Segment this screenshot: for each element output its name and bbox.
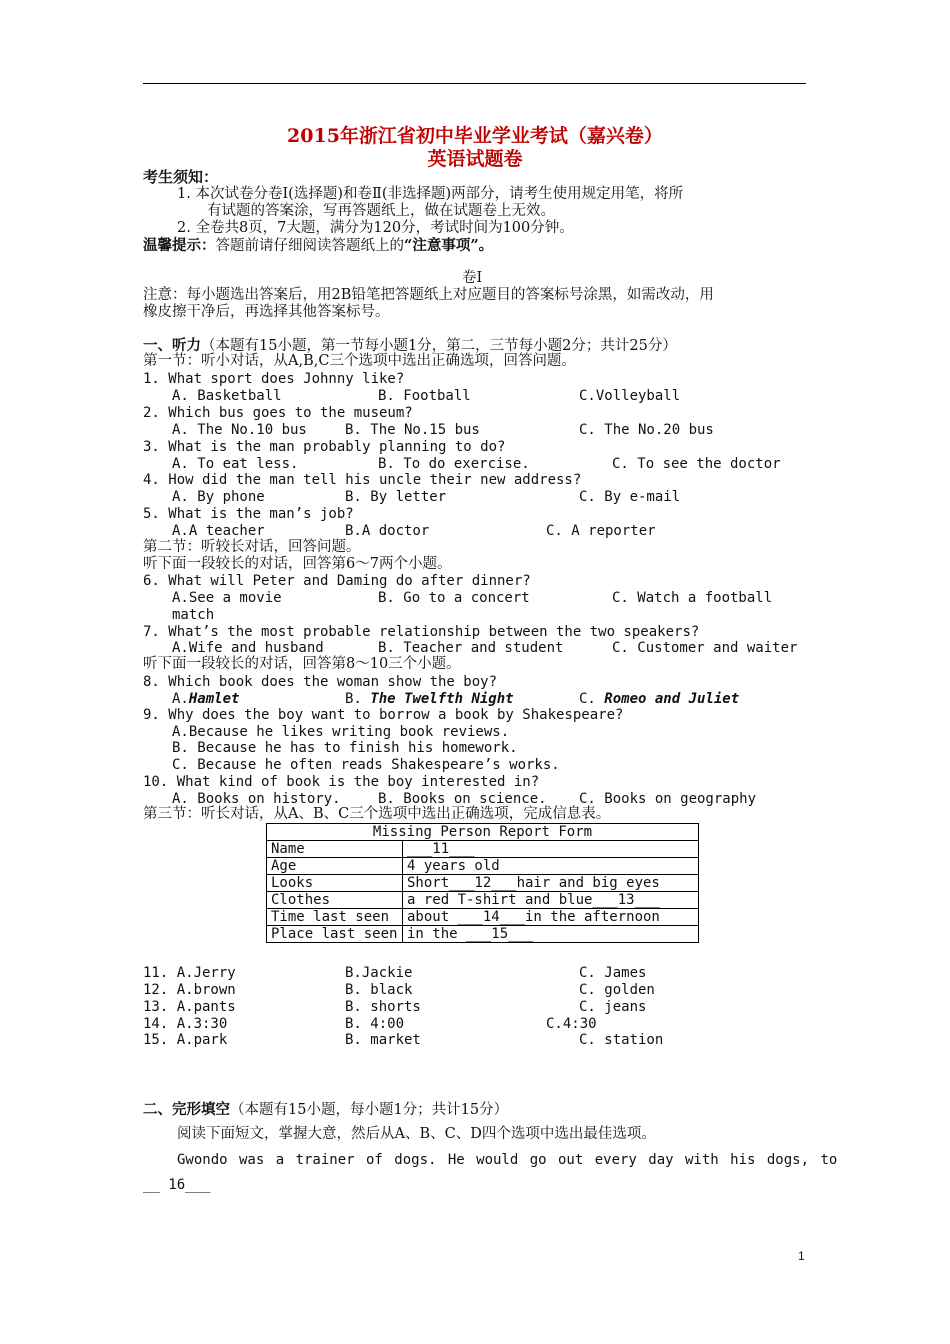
exam-subtitle: 英语试题卷 (427, 148, 523, 170)
form-label: Name (267, 841, 403, 858)
question-8: 8. Which book does the woman show the boy? (143, 674, 498, 690)
q2-option-c: C. The No.20 bus (579, 422, 714, 438)
form-label: Clothes (267, 892, 403, 909)
form-row-time (267, 909, 699, 926)
volume-label: 卷Ⅰ (462, 270, 483, 286)
volume-note-2: 橡皮擦干净后，再选择其他答案标号。 (143, 304, 390, 320)
section2-heading-line (143, 1101, 508, 1119)
q3-option-a: A. To eat less. (172, 456, 299, 472)
q10-option-b: B. Books on science. (378, 791, 547, 807)
question-10: 10. What kind of book is the boy interested in? (143, 774, 540, 790)
q6-option-c: C. Watch a football (612, 590, 773, 606)
part3-intro: 第三节：听长对话，从A、B、C三个选项中选出正确选项，完成信息表。 (143, 806, 611, 822)
form-value: about ___14___in the afternoon (403, 909, 699, 926)
q6-option-a: A.See a movie (172, 590, 282, 606)
q11-option-b: B.Jackie (345, 965, 413, 981)
form-value: 4 years old (403, 858, 699, 875)
q14-option-b: B. 4:00 (345, 1016, 405, 1032)
form-value: in the ___15___ (403, 926, 699, 943)
form-value: ___11___ (403, 841, 699, 858)
q2-option-b: B. The No.15 bus (345, 422, 480, 438)
q14-option-c: C.4:30 (546, 1016, 597, 1032)
tip-text: 答题前请仔细阅读答题纸上的 (215, 238, 404, 254)
q15-option-c: C. station (579, 1032, 664, 1048)
q13-option-a: 13. A.pants (143, 999, 236, 1015)
q10-option-c: C. Books on geography (579, 791, 757, 807)
part2-intro: 第二节：听较长对话，回答问题。 (143, 539, 361, 555)
q4-option-a: A. By phone (172, 489, 265, 505)
notice-label: 考生须知： (143, 168, 219, 186)
question-1: 1. What sport does Johnny like? (143, 371, 405, 387)
q15-option-b: B. market (345, 1032, 421, 1048)
form-caption: Missing Person Report Form (267, 824, 699, 841)
exam-title: 2015年浙江省初中毕业学业考试（嘉兴卷） (287, 125, 663, 147)
form-label: Looks (267, 875, 403, 892)
form-row-age (267, 858, 699, 875)
section2-intro: 阅读下面短文，掌握大意，然后从A、B、C、D四个选项中选出最佳选项。 (177, 1126, 656, 1142)
q15-option-a: 15. A.park (143, 1032, 228, 1048)
q8-option-c (579, 691, 739, 708)
q8-option-a (172, 691, 239, 708)
q5-option-b: B.A doctor (345, 523, 430, 539)
q3-option-b: B. To do exercise. (378, 456, 530, 472)
q12-option-c: C. golden (579, 982, 655, 998)
missing-person-form (266, 823, 699, 943)
section1-heading: 一、听力 (143, 337, 201, 354)
form-row-name (267, 841, 699, 858)
part1-intro: 第一节：听小对话，从A,B,C三个选项中选出正确选项，回答问题。 (143, 353, 576, 369)
q13-option-c: C. jeans (579, 999, 647, 1015)
q6-option-c-cont: match (172, 607, 215, 623)
q1-option-b: B. Football (378, 388, 471, 404)
part2-sub1: 听下面一段较长的对话，回答第6～7两个小题。 (143, 556, 452, 572)
q8-option-b-letter: B. (345, 691, 362, 707)
question-7: 7. What’s the most probable relationship between the two speakers? (143, 624, 700, 640)
form-row-clothes (267, 892, 699, 909)
q10-option-a: A. Books on history. (172, 791, 341, 807)
notice-item-2: 2. 全卷共8页，7大题，满分为120分，考试时间为100分钟。 (177, 220, 574, 236)
section2-desc: （本题有15小题，每小题1分；共计15分） (230, 1102, 509, 1118)
form-label: Place last seen (267, 926, 403, 943)
q14-option-a: 14. A.3:30 (143, 1016, 228, 1032)
q8-option-b-text: The Twelfth Night (370, 691, 514, 707)
question-5: 5. What is the man’s job? (143, 506, 354, 522)
form-row-place (267, 926, 699, 943)
passage-line-1: Gwondo was a trainer of dogs. He would go out every day with his dogs, to (177, 1152, 838, 1168)
q5-option-c: C. A reporter (546, 523, 656, 539)
q7-option-b: B. Teacher and student (378, 640, 564, 656)
q4-option-b: B. By letter (345, 489, 447, 505)
form-caption-row (267, 824, 699, 841)
page-number: 1 (798, 1249, 805, 1263)
passage-line-2: __ 16___ (143, 1177, 211, 1193)
q12-option-b: B. black (345, 982, 413, 998)
q8-option-c-letter: C. (579, 691, 596, 707)
q7-option-a: A.Wife and husband (172, 640, 324, 656)
q1-option-c: C.Volleyball (579, 388, 681, 404)
q9-option-b: B. Because he has to finish his homework. (172, 740, 518, 756)
part2-sub2: 听下面一段较长的对话，回答第8～10三个小题。 (143, 656, 461, 672)
notice-item-1-cont: 有试题的答案涂，写再答题纸上，做在试题卷上无效。 (207, 203, 555, 219)
q8-option-a-text: Hamlet (188, 691, 240, 707)
section2-heading: 二、完形填空 (143, 1101, 230, 1118)
form-value: Short___12___hair and big eyes (403, 875, 699, 892)
q2-option-a: A. The No.10 bus (172, 422, 307, 438)
form-value: a red T-shirt and blue___13___ (403, 892, 699, 909)
tip-line (143, 237, 493, 255)
q8-option-c-text: Romeo and Juliet (604, 691, 740, 707)
form-label: Age (267, 858, 403, 875)
tip-label: 温馨提示： (143, 237, 216, 254)
form-row-looks (267, 875, 699, 892)
q7-option-c: C. Customer and waiter (612, 640, 798, 656)
q12-option-a: 12. A.brown (143, 982, 236, 998)
question-3: 3. What is the man probably planning to do? (143, 439, 506, 455)
notice-item-1: 1. 本次试卷分卷Ⅰ(选择题)和卷Ⅱ(非选择题)两部分，请考生使用规定用笔，将所 (177, 186, 684, 202)
q6-option-b: B. Go to a concert (378, 590, 530, 606)
q9-option-c: C. Because he often reads Shakespeare’s works. (172, 757, 560, 773)
question-4: 4. How did the man tell his uncle their new address? (143, 472, 582, 488)
q11-option-a: 11. A.Jerry (143, 965, 236, 981)
q13-option-b: B. shorts (345, 999, 421, 1015)
form-label: Time last seen (267, 909, 403, 926)
tip-emphasis: “注意事项”。 (404, 237, 494, 254)
volume-note-1: 注意：每小题选出答案后，用2B铅笔把答题纸上对应题目的答案标号涂黑，如需改动，用 (143, 287, 714, 303)
q3-option-c: C. To see the doctor (612, 456, 781, 472)
q4-option-c: C. By e-mail (579, 489, 681, 505)
section1-desc: （本题有15小题，第一节每小题1分，第二，三节每小题2分；共计25分） (201, 338, 677, 354)
question-2: 2. Which bus goes to the museum? (143, 405, 413, 421)
q5-option-a: A.A teacher (172, 523, 265, 539)
q8-option-b (345, 691, 514, 708)
q11-option-c: C. James (579, 965, 647, 981)
question-6: 6. What will Peter and Daming do after dinner? (143, 573, 531, 589)
q8-option-a-letter: A. (172, 691, 189, 707)
question-9: 9. Why does the boy want to borrow a book by Shakespeare? (143, 707, 624, 723)
q9-option-a: A.Because he likes writing book reviews. (172, 724, 510, 740)
header-rule (143, 83, 806, 84)
q1-option-a: A. Basketball (172, 388, 282, 404)
